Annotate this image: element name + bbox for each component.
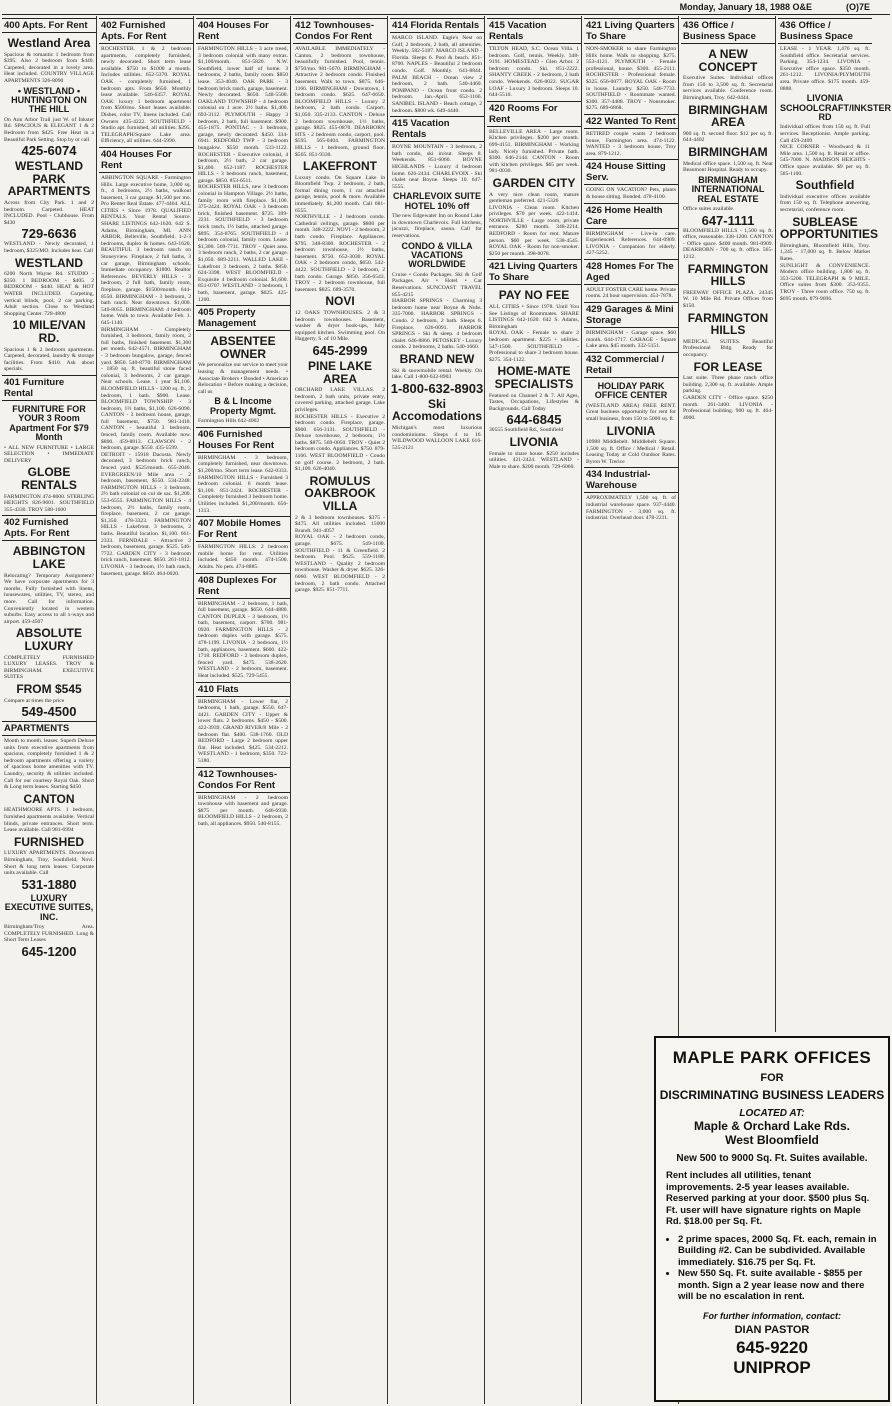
ad-headline: DISCRIMINATING BUSINESS LEADERS xyxy=(659,1088,885,1102)
classified-column xyxy=(293,16,388,1404)
listing-text: Across from City Park. 1 and 2 bedroom. Carpeted. HEAT INCLUDED. Pool - Clubhouse. From $430 xyxy=(4,200,94,226)
ad-location-line1: Maple & Orchard Lake Rds. xyxy=(693,1119,851,1133)
listing-text: Birmingham/Troy Area. COMPLETELY FURNISHED. Long & Short Term Leases xyxy=(4,924,94,944)
phone-number: 549-4500 xyxy=(21,704,77,720)
section-heading: 420 Rooms For Rent xyxy=(487,101,581,127)
folio-page-code: (O)7E xyxy=(845,2,870,12)
section-heading: 429 Garages & Mini Storage xyxy=(584,302,678,328)
top-rule xyxy=(2,14,890,15)
listing-text: ADULT FOSTER CARE home. Private rooms. 24 hour supervision. 453-7878. xyxy=(586,286,676,300)
listing-text: HEATHMOORE APTS. 1 bedroom, furnished apartments available. Vertical blinds, private entrances. Short term. Lease available. Call 981-6994 xyxy=(4,807,94,834)
listing-text: Spacious 1 & 2 bedroom apartments. Carpeted, decorated, laundry & storage facilities. From $410. Ask about specials. xyxy=(4,346,94,373)
listing-text: FARMINGTON HILLS: 2 bedroom mobile home for rent. Utilities included. $450 month. 474-1500. Adults. No pets. 474-8885. xyxy=(198,544,288,570)
ad-headline: • WESTLAND • HUNTINGTON ON THE HILL xyxy=(11,85,87,115)
listing-text: FARMINGTON HILLS - 3 acre treed, 3 bedroom colonial with many extras. $1,100/month. 851-5820. N.W. Southfield, lower half of home. 3 bedrooms, 2 baths, family room. $850 lease. 353-4040. OAK PARK - 3 bedroom brick ranch, garage, basement. Newly decorated. $650. 548-5500. OAKLAND TOWNSHIP - 4 bedroom colonial on 1 acre. 2½ baths. $1,400. 693-3112. PLYMOUTH - Happy 3 bedroom, 2 bath, full basement. $900. 455-1875. PONTIAC - 3 bedroom, garage, newly decorated. $450. 334-6941. REDFORD TWP - 3 bedroom bungalow. $550 month. 533-1122. ROCHESTER - Executive colonial, 4 bedroom, 2½ bath, 2 car garage. $1,400. 652-1187. ROCHESTER HILLS - 3 bedroom ranch, basement, garage. $850. 853-6511. xyxy=(198,46,288,184)
section-heading: 402 Furnished Apts. For Rent xyxy=(99,18,193,44)
classified-column xyxy=(2,16,97,1404)
phone-number: 645-1200 xyxy=(21,943,77,959)
ad-body: Rent includes all utilities, tenant improvements. 2-5 year leases available. Reserved parking at your door. $500 plus Sq. Ft. user will have signature rights on Maple Rd. $18.00 per Sq. Ft. xyxy=(666,1170,870,1227)
ad-headline: WESTLAND xyxy=(15,255,83,270)
section-heading: 404 Houses For Rent xyxy=(196,18,290,44)
listing-text: WESTLAND - Newly decorated, 1 bedroom, $325/MO. Includes heat. Call xyxy=(4,241,94,254)
ad-phone: 645-9220 xyxy=(736,1337,808,1357)
ad-headline: FOR LEASE xyxy=(693,359,763,374)
section-heading: APARTMENTS xyxy=(2,721,96,736)
ad-headline: Ski Accomodations xyxy=(392,396,483,424)
ad-located-label: LOCATED AT: xyxy=(739,1108,805,1119)
ad-headline: 10 MILE/VAN RD. xyxy=(12,318,86,345)
classified-column xyxy=(390,16,485,1404)
listing-text: • ALL NEW FURNITURE • LARGE SELECTION • IMMEDIATE DELIVERY xyxy=(4,444,94,464)
ad-headline: GLOBE RENTALS xyxy=(21,465,77,493)
ad-headline: WESTLAND PARK APARTMENTS xyxy=(7,159,91,199)
ad-headline: CHARLEVOIX SUITE HOTEL 10% off xyxy=(392,191,481,211)
ad-offer: New 500 to 9000 Sq. Ft. Suites available. xyxy=(676,1153,868,1164)
listing-text: ORCHARD LAKE VILLAS. 2 bedroom, 2 bath units, private entry, covered parking, attached garage. Lake privileges. xyxy=(295,387,385,413)
listing-text: LEASE - 1 YEAR. 1,476 sq. ft. Southfield office. Secretarial services. Parking. 354-1234. LIVONIA - Executive office space. $350 month. 261-1212. LIVONIA/PLYMOUTH area. Private office. $175 month. 459-8888. xyxy=(780,46,870,92)
listing-text: ROCHESTER HILLS - Executive 2 bedroom condo. Fireplace, garage. $900. 656-3131. SOUTHFIELD - Deluxe townhouse, 2 bedroom, 1½ baths. $875. 569-0050. TROY - Quiet 2 bedroom condo. Appliances. $750. 879-1166. WEST BLOOMFIELD - Condo on golf course. 2 bedroom, 2 bath. $1,100. 626-4040. xyxy=(295,413,385,473)
listing-text: FARMINGTON 474-8600. STERLING HEIGHTS 826-9601. SOUTHFIELD 355-4330. TROY 588-1600 xyxy=(4,493,94,513)
listing-text: Michigan's most luxurious condominiums. Sleeps 4 to 16. WILDWOOD WALLOON LAKE 616-535-2121 xyxy=(392,424,482,451)
ad-for: FOR xyxy=(760,1072,784,1084)
ad-headline: B & L Income Property Mgmt. xyxy=(209,396,276,416)
listing-text: The new Edgewater Inn on Round Lake in downtown Charlevoix. Full kitchens, jacuzzi, fireplace, sauna. Call for reservations. xyxy=(392,213,482,239)
listing-text: On Ann Arbor Trail just W. of Inkster Rd. SPACIOUS & ELEGANT 1 & 2 Bedroom from $425. Free Heat in a Beautiful Park Setting. Stop by or call xyxy=(4,116,94,143)
section-heading: 428 Homes For The Aged xyxy=(584,259,678,285)
ad-headline: PINE LAKE AREA xyxy=(307,358,372,386)
listing-text: ROYAL OAK - Female to share 2 bedroom apartment. $225 + utilities. 547-1500. SOUTHFIELD - Professional to share 3 bedroom house. $275. 354-1122. xyxy=(489,330,579,363)
ad-headline: HOLIDAY PARK OFFICE CENTER xyxy=(594,380,668,401)
section-heading: 434 Industrial-Warehouse xyxy=(584,467,678,493)
listing-text: Female to share house. $250 includes utilities. 421-2424. WESTLAND - Male to share. $200 month. 729-6060. xyxy=(489,450,579,470)
listing-text: AVAILABLE IMMEDIATELY - Canton. 2 bedroom townhouse, beautifully furnished. Pool, tennis. $750/mo. 981-5670. BIRMINGHAM - Attractive 2 bedroom condo. Finished basement. Walk to town. $875. 646-1166. BIRMINGHAM - Downtown, 1 bedroom condo. $625. 647-6650. BLOOMFIELD HILLS - Luxury 2 bedroom, 2 bath condo. Carport. $1,050. 335-2133. CANTON - Deluxe 2 bedroom townhouse, 1½ baths, garage. $825. 455-0870. DEARBORN HTS - 2 bedroom condo, carport, pool. $595. 565-0404. FARMINGTON HILLS - 1 bedroom, ground floor. $565. 851-9330. xyxy=(295,46,385,158)
ad-location-line2: West Bloomfield xyxy=(725,1133,819,1147)
ad-bullets xyxy=(656,1234,888,1303)
listing-text: Spacious & romantic 1 bedroom from $395. Also 2 bedroom from $440. Carpeted, decorated in a lovely area. Heat included. COUNTRY VILLAGE APARTMENTS 326-8090 xyxy=(4,51,94,84)
listing-text: SUNLIGHT & CONVENIENCE. Modern office building. 1,800 sq. ft. 353-5200. TELEGRAPH & 9 MILE. Office suites from $300. 353-9355. TROY - Three room office. 750 sq. ft. $695 month. 879-9696. xyxy=(780,262,870,302)
listing-text: MEDICAL SUITES. Beautiful Professional Bldg. Ready for occupancy. xyxy=(683,338,773,358)
listing-text: 2 & 3 bedroom townhouses. $375 - $475. All utilities included. 15000 Brandt. 941-4057 xyxy=(295,514,385,534)
ad-contact: DIAN PASTOR xyxy=(734,1323,810,1336)
listing-text: BELLEVILLE AREA - Large room. Kitchen privileges. $200 per month. 699-4151. BIRMINGHAM - Working lady. Nicely furnished. Private bath. $300. 646-2144. CANTON - Room with kitchen privileges. $65 per week. 981-0030. xyxy=(489,128,579,175)
ad-headline: A NEW CONCEPT xyxy=(698,47,758,74)
phone-number: 645-2999 xyxy=(312,342,368,358)
listing-text: TILTON HEAD, S.C. Ocean Villa. 1 bedroom. Golf, tennis. Weekly. 348-9191. HOMESTEAD - Glen Arbor. 2 bedroom condo. Ski. 851-2222. SHANTY CREEK - 2 bedroom, 2 bath condo. Weekends. 626-0022. SUGAR LOAF - Luxury 3 bedroom. Sleeps 10. 644-5510. xyxy=(489,46,579,99)
section-heading: 424 House Sitting Serv. xyxy=(584,159,678,185)
listing-text: MARCO ISLAND. Eagle's Nest on Gulf, 2 bedroom, 2 bath, all amenities. Weekly. 582-5187. MARCO ISLAND - Florida. Sleeps 6. Pool & beach. 851-8700. NAPLES - Beautiful 2 bedroom condo. Golf. Monthly. 641-8844. PALM BEACH - Ocean view 2 bedroom, 2 bath. 540-4460. POMPANO - Ocean front condo. 2 bedroom. Jan.-April. 652-1166. SANIBEL ISLAND - Beach cottage, 2 bedroom. $800 wk. 649-4440. xyxy=(392,35,482,114)
ad-headline: FARMINGTON HILLS xyxy=(687,310,769,338)
listing-text: ABBINGTON SQUARE - Farmington Hills. Large executive home, 3,000 sq. ft., 4 bedrooms, 2½ baths, walkout basement, 3 car garage. $1,500 per mo. Pro Renter Real Estate. 477-4464. ALL CITIES • Since 1978. QUALIFIED RENTALS. Your Rental Source. SHARE LISTINGS 642-1620. 642 S. Adams, Birmingham, MI. ANN ARBOR, Belleville, Southfield. 1-2-3 bedrooms, duplex & homes. 643-1620. BEAUTIFUL 3 bedroom ranch on Stoneyview. Fireplace, 2 full baths, 3 car garage, Birmingham schools. Immediate occupancy. $1800. Realtor References. BEVERLY HILLS - 3 bedroom, 2 full bath, family room, fireplace, garage. $1500/month. 644-8550. BIRMINGHAM - 3 bedroom, 2 bath ranch. Near downtown. $1,000. 540-8055. BIRMINGHAM: 4 bedroom home. Walk to town. Available Feb. 1. 645-1140. xyxy=(101,174,191,326)
ad-headline: NOVI xyxy=(325,294,355,309)
listing-text: GARDEN CITY - Office space. $250 month. 261-3400. LIVONIA - Professional building. 900 sq. ft. 464-4000. xyxy=(683,394,773,421)
listing-text: 6200 North Wayne Rd. STUDIO - $350. 1 BEDROOM - $405. 2 BEDROOM - $440. HEAT & HOT WATER INCLUDED. Carpeting, vertical blinds, pool, 2 car parking. Adult section. Close to Westland Shopping Center. 728-4800 xyxy=(4,271,94,317)
ad-headline: LIVONIA xyxy=(509,434,559,449)
ad-headline: PAY NO FEE xyxy=(498,288,570,303)
listing-text: ROYAL OAK - 2 bedroom condo, garage. $675. 549-1100. SOUTHFIELD - 11 & Greenfield. 2 bedroom. Pool. $625. 559-1180. WESTLAND - Quality 2 bedroom townhouse. Washer & dryer. $625. 326-6060. WEST BLOOMFIELD - 2 bedroom, 2 bath condo. Attached garage. $925. 851-7711. xyxy=(295,534,385,594)
listing-text: GOING ON VACATION? Pets, plants & house sitting. Bonded. 478-4100. xyxy=(586,187,676,200)
listing-text: HARBOR SPRINGS - Charming 3 bedroom home near Boyne & Nubs. 335-7000. HARBOR SPRINGS - Condo. 2 bedroom, 2 bath. Sleeps 6. Fireplace. 626-0091. HARBOR SPRINGS - Ski & sleep. 4 bedroom chalet. 646-8866. PETOSKEY - Luxury condo. 2 bedrooms, 2 baths. 540-1660. xyxy=(392,298,482,351)
listing-text: Last suite. Three phase ranch office building. 2,300 sq. ft. available. Ample parking. xyxy=(683,375,773,395)
section-heading: 412 Townhouses-Condos For Rent xyxy=(196,767,290,793)
listing-text: Executive Suites. Individual offices from 150 to 3,500 sq. ft. Secretarial services available. Conference room. Birmingham, Troy. 642-0444. xyxy=(683,75,773,101)
ad-headline: CONDO & VILLA VACATIONS WORLDWIDE xyxy=(401,240,473,270)
listing-text: Luxury condo. On Square Lake in Bloomfield Twp. 2 bedroom, 2 bath, formal dining room, 1 car attached garage, tennis, pool & more. Available immediately. $1,200 month. Call 681-6555. xyxy=(295,174,385,214)
maple-park-ad xyxy=(654,1036,890,1402)
listing-text: BIRMINGHAM - Lower flat, 2 bedrooms, 1 bath, garage. $550. 647-4421. GARDEN CITY - Upper & lower flats. 2 bedrooms. $450 - $500. 422-3939. GRAND RIVER/8 Mile - 2 bedroom flat. $400. 538-1760. OLD REDFORD - Large 2 bedroom upper flat. Heat included. $425. 534-2212. WESTLAND - 1 bedroom, $350. 722-5180. xyxy=(198,698,288,764)
section-heading: 400 Apts. For Rent xyxy=(2,18,96,33)
ad-headline: FURNITURE FOR YOUR 3 Room Apartment For $79 Month xyxy=(9,403,89,443)
listing-text: A very nice clean room, mature gentleman preferred. 421-5326 xyxy=(489,191,579,205)
listing-text: Month to month. leases. Superb Deluxe units from executive apartments from spacious, completely furnished 1 & 2 bedroom apartments offering a variety of spacious home amenities with TV. Laundry, security & utilities included. Call for our courtesy Royal Oak. Short & Long term leases. Starting $450 xyxy=(4,738,94,791)
section-heading: 405 Property Management xyxy=(196,305,290,331)
listing-text: ALL CITIES • Since 1978. Until You See Listings of Roommates. SHARE LISTINGS 642-1620. 642 S. Adams, Birmingham xyxy=(489,304,579,330)
ad-headline: ABSENTEE OWNER xyxy=(210,334,276,361)
ad-headline: ROMULUS OAKBROOK VILLA xyxy=(304,473,376,514)
phone-number: 1-800-632-8903 xyxy=(390,380,484,396)
ad-headline: Southfield xyxy=(795,178,855,193)
section-heading: 436 Office / Business Space xyxy=(681,18,775,44)
listing-text: BIRMINGHAM - 2 bedroom, 1 bath, full basement, garage. $650. 644-4880. CANTON DUPLEX - 3 bedroom, 1½ bath, basement, carport. $700. 981-0920. FARMINGTON HILLS - 2 bedroom duplex with garage. $575. 478-1199. LIVONIA - 2 bedroom, 1½ bath, appliances, basement. $600. 422-1718. REDFORD - 2 bedroom duplex, fenced yard. $475. 538-2620. WESTLAND - 2 bedroom, basement. Heat included. $525. 729-5455. xyxy=(198,600,288,680)
section-heading: 407 Mobile Homes For Rent xyxy=(196,516,290,542)
section-heading: 415 Vacation Rentals xyxy=(487,18,581,44)
ad-headline: FARMINGTON HILLS xyxy=(687,261,769,289)
ad-headline: BRAND NEW xyxy=(399,351,475,366)
listing-text: BIRMINGHAM - 2 bedroom townhouse with basement and garage. $875 per month. 646-6930. BLOOMFIELD HILLS - 2 bedroom, 2 bath, all appliances. $950. 540-8155. xyxy=(198,794,288,827)
ad-headline: LAKEFRONT xyxy=(303,159,377,174)
ad-headline: BIRMINGHAM xyxy=(688,144,768,159)
classified-column xyxy=(778,16,891,1032)
ad-headline: LIVONIA xyxy=(606,423,656,438)
listing-text: LUXURY APARTMENTS. Downtown Birmingham, Troy, Southfield, Novi. Short & long term leases. Corporate units available. Call xyxy=(4,850,94,877)
listing-text: BIRMINGHAM - 3 bedroom, completely furnished, near downtown. $1,200/mo. Short term lease. 642-0333. FARMINGTON HILLS - Furnished 3 bedroom colonial. 6 month lease. $1,100. 851-2424. ROCHESTER - Completely furnished 3 bedroom home. Utilities included. $1,200/month. 656-1313. xyxy=(198,454,288,514)
listing-text: Office suites available. xyxy=(683,206,735,213)
ad-headline: FROM $545 xyxy=(16,681,82,696)
listing-text: Compare at times the price xyxy=(4,697,65,704)
listing-text: BIRMINGHAM - Garage space. $60 month. 644-1717. GARAGE - Square Lake area. $45 month. 332-5151. xyxy=(586,330,676,350)
listing-text: Featured on Channel 2 & 7. All Ages, Tastes, Occupations, Lifestyles & Backgrounds. Call Today xyxy=(489,392,579,412)
section-heading: 436 Office / Business Space xyxy=(778,18,872,44)
section-heading: 406 Furnished Houses For Rent xyxy=(196,427,290,453)
ad-headline: Westland Area xyxy=(7,36,91,50)
listing-text: BIRMINGHAM - Live-in care. Experienced. References. 644-0909. LIVONIA - Companion for elderly. 427-5252. xyxy=(586,230,676,257)
section-heading: 426 Home Health Care xyxy=(584,203,678,229)
phone-number: 531-1880 xyxy=(21,876,77,892)
page-folio xyxy=(0,0,892,14)
section-heading: 408 Duplexes For Rent xyxy=(196,573,290,599)
listing-text: NON-SMOKER to share Farmington Hills home. Walk to shopping. $275. 553-4121. PLYMOUTH - Female professional, house. $300. 455-2111. ROCHESTER - Professional female. $325. 656-0077. ROYAL OAK - Room in house. Laundry. $250. 546-7733. SOUTHFIELD - Roommate wanted. $300. 357-4488. TROY - Nonsmoker. $275. 689-6868. xyxy=(586,46,676,112)
section-heading: 410 Flats xyxy=(196,682,290,697)
section-heading: 414 Florida Rentals xyxy=(390,18,484,33)
section-heading: 421 Living Quarters To Share xyxy=(584,18,678,44)
listing-text: RETIRED couple wants 2 bedroom house, Farmington area. 474-1122. WANTED - 3 bedroom house, Troy area. 879-1212. xyxy=(586,130,676,157)
listing-text: DETROIT - 15918 Dacosta. Newly decorated, 3 bedroom brick ranch, fenced yard. $525/month. 655-2040. EVERGREEN/10 Mile area - 2 bedroom, basement, $550. 534-2248. FARMINGTON HILLS - 3 bedroom, 2½ bath colonial on cul de sac. $1,200. 553-6555. FARMINGTON HILLS - 4 bedroom, 2½ baths, family room, fireplace, basement, 2 car garage. $1,350. 478-3323. FARMINGTON HILLS - Lakefront. 3 bedrooms, 2 baths. Beautiful location. $1,100. 661-2333. FERNDALE - Attractive 2 bedroom, basement, garage. $525. 546-7722. GARDEN CITY - 3 bedroom brick ranch, basement. $650. 261-1812. LIVONIA - 3 bedroom, 1½ bath ranch, basement, garage. $850. 464-0020. xyxy=(101,451,191,577)
listing-text: Individual offices from 150 sq. ft. Full services. Receptionist. Ample parking. Call 459-2409 xyxy=(780,124,870,144)
ad-headline: HOME-MATE SPECIALISTS xyxy=(494,364,574,391)
section-heading: 432 Commercial / Retail xyxy=(584,352,678,378)
ad-headline: CANTON xyxy=(23,791,75,806)
listing-text: 30555 Southfield Rd., Southfield xyxy=(489,427,564,434)
folio-date: Monday, January 18, 1988 O&E xyxy=(679,2,812,12)
listing-text: ROCHESTER. 1 & 2 bedroom apartments, completely furnished, newly decorated. Short term lease available. $750 to $1000 a month. Includes utilities. 652-5370. ROYAL OAK - completely furnished, 1 bedroom apts. From $650. Monthly lease available. 546-6357. ROYAL OAK: luxury 1 bedroom apartment from $500/mo. Short leases available. Dishes, color TV, linens included. Call Owners 435-4222. SOUTHFIELD - Studio apt. furnished, all utilities. $295. TELEGRAPH/Square Lake area. Efficiency, all utilities. 644-5990. xyxy=(101,46,191,145)
ad-headline: LIVONIA SCHOOLCRAFT/INKSTER RD xyxy=(780,93,891,123)
classified-column xyxy=(196,16,291,1404)
ad-headline: BIRMINGHAM INTERNATIONAL REAL ESTATE xyxy=(691,174,765,204)
section-heading: 422 Wanted To Rent xyxy=(584,114,678,129)
ad-title: MAPLE PARK OFFICES xyxy=(672,1048,872,1067)
ad-headline: ABSOLUTE LUXURY xyxy=(16,626,82,653)
ad-company: UNIPROP xyxy=(733,1357,811,1377)
listing-text: BIRMINGHAM - Completely furnished, 3 bedroom, family room, 2 full baths, finished basement. $1,300 per month. 642-4571. BIRMINGHAM - 3 bedroom bungalow, garage, fenced yard. $850. 540-8770. BIRMINGHAM - 1850 sq. ft. beautiful stone faced colonial, 3 bedrooms, 2 car garage. Near schools. Lease. 1 year $1,100. BLOOMFIELD HILLS - 1200 sq. ft., 2 bedroom, 1 bath. $900. Lease. BLOOMFIELD TOWNSHIP - 3 bedroom, 1½ baths, $1,100. 626-6090. CANTON - 3 bedroom house, garage, full basement, $750. 981-3418. CANTON - beautiful 3 bedroom, fenced, family room. Available now. $800. 459-8813. CLAWSON - 2 bedroom, garage. $550. 435-5599. xyxy=(101,326,191,452)
section-heading: 421 Living Quarters To Share xyxy=(487,259,581,285)
listing-text: (WESTLAND AREA) FREE RENT. Great business opportunity for rent for small business, from 150 to 5000 sq. ft. xyxy=(586,402,676,422)
ad-headline: GARDEN CITY xyxy=(492,175,576,190)
listing-text: BLOOMFIELD HILLS - 1,500 sq. ft. office, reasonable. 338-1200. CANTON - Office space. $400 month. 981-0909. DEARBORN - 700 sq. ft. office. 565-1212. xyxy=(683,227,773,260)
phone-number: 729-6636 xyxy=(21,226,77,242)
listing-text: Farmington Hills 642-4002 xyxy=(198,418,260,425)
section-heading: 412 Townhouses-Condos For Rent xyxy=(293,18,387,44)
ad-headline: BIRMINGHAM AREA xyxy=(688,102,768,130)
phone-number: 425-6074 xyxy=(21,143,77,159)
listing-text: FREEWAY OFFICE PLAZA. 24345 W. 10 Mile Rd. Private Offices from $150. xyxy=(683,289,773,309)
listing-text: APPROXIMATELY 1,500 sq. ft. of industrial warehouse space. 937-4440. FARMINGTON - 3,000 sq. ft. industrial. Overhead door. 478-2211. xyxy=(586,495,676,522)
ad-headline: FURNISHED xyxy=(13,834,84,849)
phone-number: 647-1111 xyxy=(701,212,755,228)
listing-text: LIVONIA - Clean room. Kitchen privileges. $70 per week. 422-1414. NORTHVILLE - Large room, private entrance. $280 month. 348-2214. REDFORD - Room for rent. Mature person. $60 per week. 538-4545. ROYAL OAK - Room for non-smoker. $250 per month. 398-0078. xyxy=(489,204,579,257)
listing-text: Cruise • Condo Packages. Ski & Golf Packages. Air • Hotel • Car Reservations. SUNCOAST TRAVEL 855-4215 xyxy=(392,271,482,298)
listing-text: COMPLETELY FURNISHED LUXURY LEASES. TROY & BIRMINGHAM. EXECUTIVE SUITES xyxy=(4,654,94,681)
classified-column xyxy=(487,16,582,1404)
section-heading: 415 Vacation Rentals xyxy=(390,116,484,142)
ad-info: For further information, contact: xyxy=(703,1310,841,1321)
listing-text: Ski & snowmobile rental. Weekly. On lake. Call 1-800-632-8903 xyxy=(392,367,482,381)
listing-text: Individual executive offices available from 150 sq. ft. Telephone answering, secretarial, conference room. xyxy=(780,193,870,213)
ad-headline: SUBLEASE OPPORTUNITIES xyxy=(780,214,879,242)
classified-column xyxy=(681,16,776,1032)
listing-text: Birmingham, Bloomfield Hills, Troy. 1,245 - 17,000 sq. ft. Below Market Rates. xyxy=(780,242,870,262)
ad-bullet: • New 550 Sq. Ft. suite available - $855 per month. Sign a 2 year lease now and there will be no escalation in rent. xyxy=(678,1268,878,1303)
listing-text: BOYNE MOUNTAIN - 3 bedroom, 2 bath condo, ski in/out. Sleeps 8. Weekends. 851-6060. BOYNE HIGHLANDS - Luxury 4 bedroom home. 626-2434. CHARLEVOIX - Ski chalet near Boyne. Sleeps 10. 647-5555. xyxy=(392,144,482,190)
listing-text: 12 OAKS TOWNHOUSES. 2 & 3 bedroom townhouses. Basement, washer & dryer hook-ups, fully equipped kitchen. Swimming pool. On Haggerty, S. of 10 Mile. xyxy=(295,309,385,343)
section-heading: 401 Furniture Rental xyxy=(2,375,96,401)
listing-text: ROCHESTER HILLS, new 3 bedroom colonial in Hampton Village. 2½ baths, family room with fireplace. $1,100. 375-2424. ROYAL OAK - 3 bedroom brick, finished basement. $725. 399-2231. SOUTHFIELD - 3 bedroom brick ranch, 1½ baths, attached garage. $895. 354-8765. SOUTHFIELD - 4 bedroom colonial, family room. Lease. $1,300. 569-7711. TROY - Quiet area. 3 bedroom ranch, 2 baths, 2 car garage. $1,050. 689-2211. WALLED LAKE - Lakefront 3 bedroom, 2 baths. $850. 624-3398. WEST BLOOMFIELD - Exquisite 4 bedroom colonial. $1,600. 851-0707. WESTLAND - 3 bedroom, 1 bath, basement, garage. $625. 425-1200. xyxy=(198,184,288,303)
ad-headline: ABBINGTON LAKE xyxy=(12,544,86,571)
section-heading: 402 Furnished Apts. For Rent xyxy=(2,515,96,541)
ad-bullet: • 2 prime spaces, 2000 Sq. Ft. each, remain in Building #2. Can be subdivided. Available immediately. $16.75 per Sq. Ft. xyxy=(678,1234,878,1269)
listing-text: Relocating? Temporary Assignment? We have corporate apartments for 3 months. Fully furnished with linens, housewares, utilities, TV, stereo, and more. Call for information. Conveniently located in western suburbs. Easy access to all x-ways and airport. 459-4507 xyxy=(4,572,94,625)
listing-text: We personalize our service to meet your leasing & management needs. • Associate Brokers • Bonded • American Relocation • Before making a decision, call us xyxy=(198,362,288,395)
phone-number: 644-6845 xyxy=(506,412,562,428)
section-heading: 404 Houses For Rent xyxy=(99,147,193,173)
listing-text: Medical office space. 1,500 sq. ft. Near Beaumont Hospital. Ready to occupy. xyxy=(683,160,773,174)
listing-text: 10988 Middlebelt. Middlebelt Square. 1,500 sq. ft. Office / Medical / Retail. Leasing Today at Cold Outdoor Rates. Byron W. Trerice xyxy=(586,439,676,465)
listing-text: 900 sq. ft. second floor. $12 per sq. ft. 644-4402 xyxy=(683,130,773,144)
ad-headline: LUXURY EXECUTIVE SUITES, INC. xyxy=(4,892,94,922)
listing-text: NORTHVILLE - 2 bedroom condo. Cathedral ceilings, garage. $800 per month. 348-2222. NOVI - 2 bedroom, 2 bath condo. Fireplace. Appliances. $795. 348-8300. ROCHESTER - 2 bedroom townhouse, 1½ baths, basement. $750. 652-3030. ROYAL OAK - 2 bedroom condo, $650. 542-4422. SOUTHFIELD - 2 bedroom, 2 bath condo. Garage. $850. 356-6543. TROY - 2 bedroom townhouse, full basement. $825. 689-3570. xyxy=(295,214,385,293)
classified-column xyxy=(99,16,194,1404)
listing-text: NICE CORNER - Woodward & 11 Mile area. 1,500 sq. ft. Retail or office. 545-7000. N. MADISON HEIGHTS - Office space available. $9 per sq. ft. 585-1100. xyxy=(780,144,870,177)
